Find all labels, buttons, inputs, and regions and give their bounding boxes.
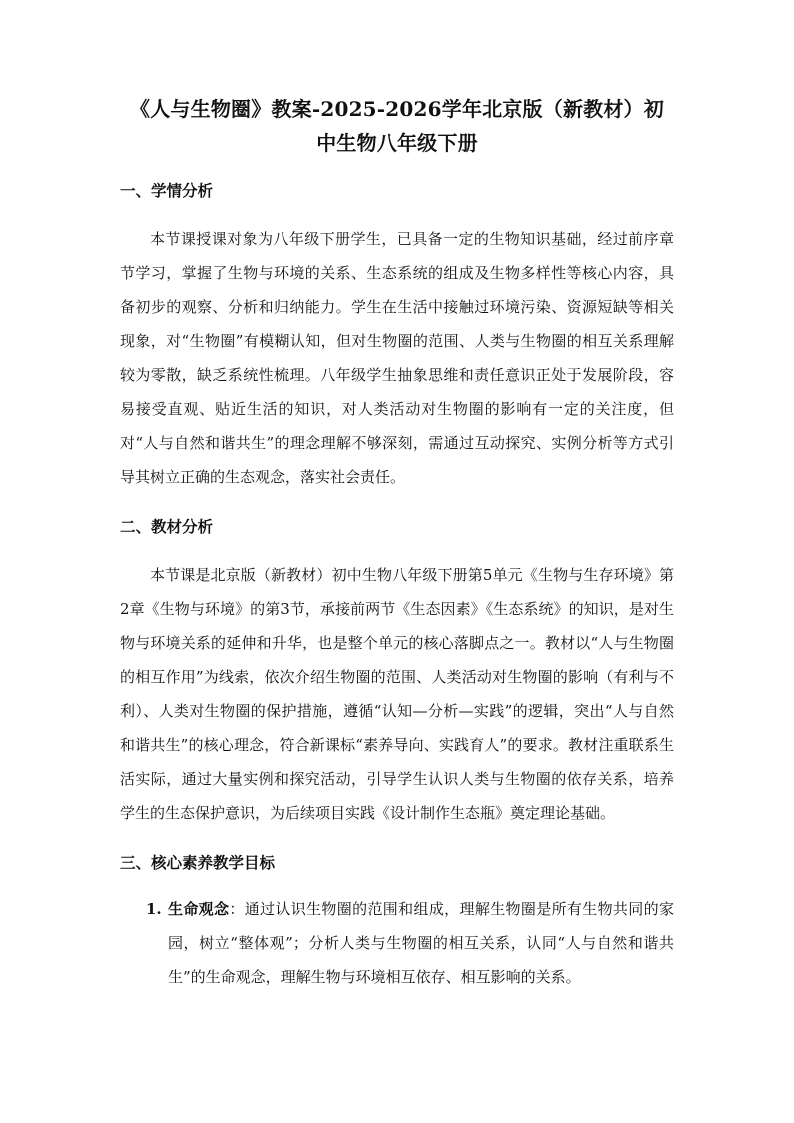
document-title: 《人与生物圈》教案-2025-2026学年北京版（新教材）初中生物八年级下册: [130, 97, 664, 155]
section-heading: 三、核心素养教学目标: [120, 853, 276, 872]
list-item-number: 1.: [146, 900, 162, 918]
section-learner-analysis: [120, 178, 674, 494]
objectives-list: [120, 892, 674, 994]
section-teaching-objectives: [120, 850, 674, 994]
list-item: [120, 892, 674, 994]
section-paragraph: 本节课授课对象为八年级下册学生，已具备一定的生物知识基础，经过前序章节学习，掌握了生物与环境的关系、生态系统的组成及生物多样性等核心内容，具备初步的观察、分析和归纳能力。学生在生活中接触过环境污染、资源短缺等相关现象，对“生物圈”有模糊认知，但对生物圈的范围、人类与生物圈的相互关系理解较为零散，缺乏系统性梳理。八年级学生抽象思维和责任意识正处于发展阶段，容易接受直观、贴近生活的知识，对人类活动对生物圈的影响有一定的关注度，但对“人与自然和谐共生”的理念理解不够深刻，需通过互动探究、实例分析等方式引导其树立正确的生态观念，落实社会责任。: [120, 230, 674, 486]
section-heading: 二、教材分析: [120, 517, 214, 536]
section-textbook-analysis: [120, 514, 674, 830]
section-paragraph: 本节课是北京版（新教材）初中生物八年级下册第5单元《生物与生存环境》第2章《生物与环境》的第3节，承接前两节《生态因素》《生态系统》的知识，是对生物与环境关系的延伸和升华，也是整个单元的核心落脚点之一。教材以“人与生物圈的相互作用”为线索，依次介绍生物圈的范围、人类活动对生物圈的影响（有利与不利）、人类对生物圈的保护措施，遵循“认知—分析—实践”的逻辑，突出“人与自然和谐共生”的核心理念，符合新课标“素养导向、实践育人”的要求。教材注重联系生活实际，通过大量实例和探究活动，引导学生认识人类与生物圈的依存关系，培养学生的生态保护意识，为后续项目实践《设计制作生态瓶》奠定理论基础。: [120, 566, 674, 822]
list-item-text: 通过认识生物圈的范围和组成，理解生物圈是所有生物共同的家园，树立“整体观”；分析人类与生物圈的相互关系，认同“人与自然和谐共生”的生命观念，理解生物与环境相互依存、相互影响的关系。: [168, 900, 674, 986]
section-heading: 一、学情分析: [120, 181, 214, 200]
list-item-term: 生命观念: [168, 900, 230, 918]
list-item-separator: ：: [229, 900, 245, 918]
